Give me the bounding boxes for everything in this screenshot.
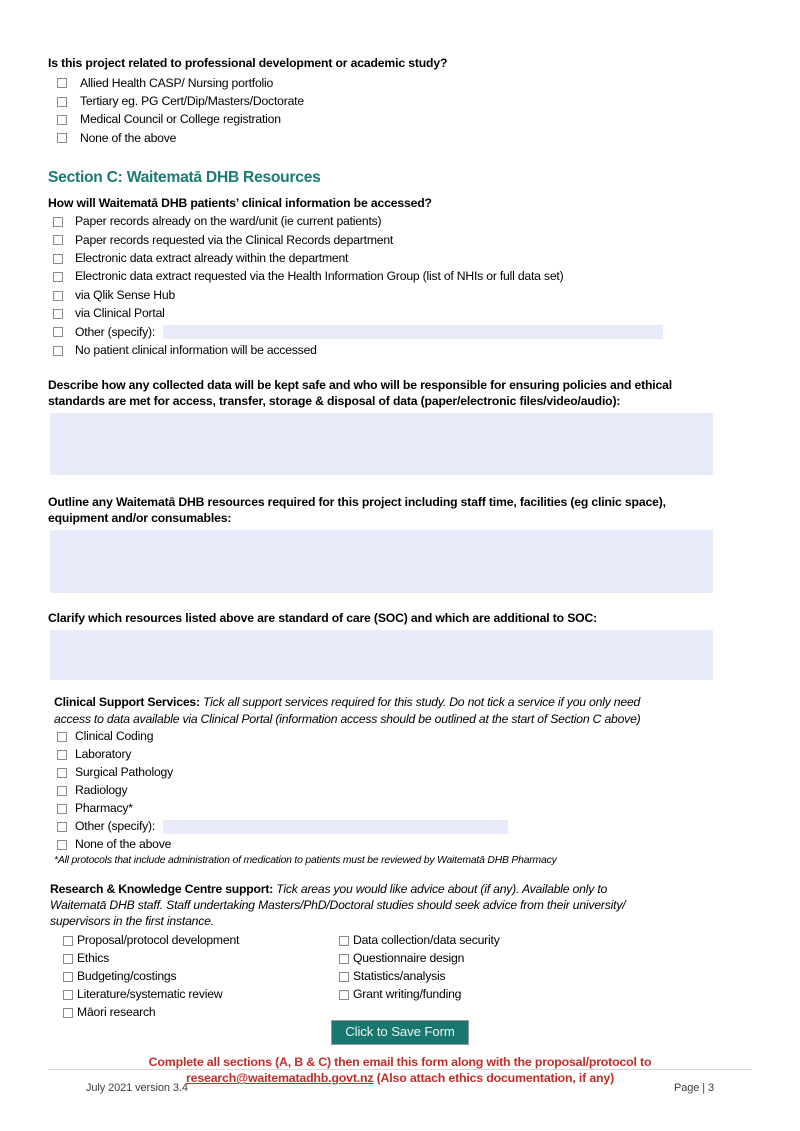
checkbox-row[interactable] (48, 764, 752, 782)
checkbox-row[interactable] (48, 341, 752, 359)
checkbox-label: Electronic data extract requested via the Health Information Group (list of NHIs or full data set) (75, 269, 564, 284)
checkbox-row[interactable] (57, 932, 239, 950)
access-options (48, 213, 752, 360)
checkbox-row[interactable] (48, 305, 752, 323)
clinical-support-lead: Clinical Support Services: (54, 695, 200, 710)
resources-textarea[interactable] (50, 530, 713, 593)
checkbox-label: Budgeting/costings (77, 968, 177, 983)
checkbox-label: via Clinical Portal (75, 306, 165, 321)
checkbox-row[interactable] (333, 932, 500, 950)
rkc-options (48, 932, 752, 1024)
checkbox-icon[interactable] (53, 272, 63, 282)
checkbox-label: Ethics (77, 950, 109, 965)
soc-textarea[interactable] (50, 630, 713, 680)
submission-notice-tail: (Also attach ethics documentation, if any) (373, 1071, 614, 1086)
checkbox-row[interactable] (48, 268, 752, 286)
checkbox-label: Other (specify): (75, 819, 156, 834)
checkbox-icon[interactable] (53, 217, 63, 227)
section-c-heading: Section C: Waitematā DHB Resources (48, 168, 321, 186)
checkbox-label: Radiology (75, 783, 128, 798)
checkbox-icon[interactable] (63, 972, 73, 982)
checkbox-row[interactable] (48, 836, 752, 854)
checkbox-label: Questionnaire design (353, 950, 465, 965)
clinical-support-other-input[interactable] (163, 820, 508, 834)
checkbox-icon[interactable] (57, 732, 67, 742)
clinical-support-note (54, 694, 730, 710)
checkbox-icon[interactable] (339, 972, 349, 982)
checkbox-icon[interactable] (57, 97, 67, 107)
checkbox-icon[interactable] (57, 786, 67, 796)
checkbox-label: Paper records requested via the Clinical Records department (75, 232, 394, 247)
checkbox-icon[interactable] (57, 115, 67, 125)
checkbox-icon[interactable] (57, 804, 67, 814)
clinical-support-note-line1: Tick all support services required for this study. Do not tick a service if you only need (199, 695, 641, 710)
clinical-support-note-line2: access to data available via Clinical Portal (information access should be outlined at the start of Section C above) (54, 711, 641, 726)
checkbox-label: No patient clinical information will be accessed (75, 342, 317, 357)
checkbox-row[interactable] (57, 1004, 239, 1022)
research-email-link[interactable]: research@waitematadhb.govt.nz (186, 1071, 374, 1086)
prof-dev-options (48, 74, 752, 148)
checkbox-label: via Qlik Sense Hub (75, 287, 176, 302)
checkbox-icon[interactable] (57, 750, 67, 760)
footer-version: July 2021 version 3.4 (86, 1082, 188, 1094)
checkbox-icon[interactable] (53, 254, 63, 264)
checkbox-row[interactable] (48, 800, 752, 818)
checkbox-row[interactable] (57, 986, 239, 1004)
checkbox-row[interactable] (48, 728, 752, 746)
checkbox-label: Pharmacy* (75, 801, 133, 816)
checkbox-row[interactable] (48, 782, 752, 800)
checkbox-label: Proposal/protocol development (77, 932, 240, 947)
data-safety-prompt-line2: standards are met for access, transfer, storage & disposal of data (paper/electronic files/video/audio): (48, 393, 621, 408)
checkbox-icon[interactable] (57, 822, 67, 832)
rkc-note-line2: Waitematā DHB staff. Staff undertaking Masters/PhD/Doctoral studies should seek advice from their university/ (50, 897, 626, 912)
checkbox-label: Data collection/data security (353, 932, 500, 947)
checkbox-icon[interactable] (339, 954, 349, 964)
data-safety-prompt-line1: Describe how any collected data will be kept safe and who will be responsible for ensuring policies and ethical (48, 377, 673, 392)
checkbox-row[interactable] (48, 74, 752, 92)
checkbox-row-other[interactable] (48, 323, 752, 341)
checkbox-row-other[interactable] (48, 818, 752, 836)
rkc-right-column (333, 932, 500, 1004)
checkbox-icon[interactable] (63, 990, 73, 1000)
checkbox-label: None of the above (80, 130, 177, 145)
checkbox-icon[interactable] (339, 936, 349, 946)
checkbox-icon[interactable] (57, 768, 67, 778)
checkbox-row[interactable] (333, 986, 500, 1004)
checkbox-icon[interactable] (63, 936, 73, 946)
checkbox-label: Literature/systematic review (77, 986, 223, 1001)
checkbox-icon[interactable] (53, 346, 63, 356)
clinical-support-options (48, 728, 752, 854)
checkbox-row[interactable] (57, 968, 239, 986)
checkbox-row[interactable] (48, 746, 752, 764)
checkbox-label: Grant writing/funding (353, 986, 462, 1001)
footer-page-number: Page | 3 (674, 1082, 714, 1094)
checkbox-row[interactable] (48, 286, 752, 304)
checkbox-icon[interactable] (53, 327, 63, 337)
checkbox-icon[interactable] (63, 1008, 73, 1018)
resources-prompt-line2: equipment and/or consumables: (48, 511, 232, 526)
page-footer (86, 1082, 714, 1094)
checkbox-icon[interactable] (53, 235, 63, 245)
pharmacy-footnote: *All protocols that include administration of medication to patients must be reviewed by Waitematā DHB Pharmacy (54, 855, 557, 867)
checkbox-row[interactable] (333, 950, 500, 968)
checkbox-label: Māori research (77, 1004, 156, 1019)
checkbox-row[interactable] (333, 968, 500, 986)
access-question: How will Waitematā DHB patients’ clinical information be accessed? (48, 195, 432, 210)
checkbox-label: Medical Council or College registration (80, 112, 281, 127)
rkc-lead: Research & Knowledge Centre support: (50, 881, 274, 896)
checkbox-row[interactable] (48, 231, 752, 249)
checkbox-icon[interactable] (63, 954, 73, 964)
checkbox-icon[interactable] (57, 78, 67, 88)
checkbox-icon[interactable] (339, 990, 349, 1000)
rkc-note (50, 881, 730, 897)
footer-divider (48, 1069, 752, 1070)
checkbox-icon[interactable] (57, 133, 67, 143)
checkbox-label: Tertiary eg. PG Cert/Dip/Masters/Doctorate (80, 93, 304, 108)
checkbox-icon[interactable] (57, 840, 67, 850)
checkbox-row[interactable] (57, 950, 239, 968)
checkbox-row[interactable] (48, 213, 752, 231)
checkbox-label: Paper records already on the ward/unit (ie current patients) (75, 214, 382, 229)
checkbox-row[interactable] (48, 92, 752, 110)
checkbox-label: None of the above (75, 837, 172, 852)
checkbox-label: Allied Health CASP/ Nursing portfolio (80, 75, 274, 90)
soc-prompt: Clarify which resources listed above are standard of care (SOC) and which are additional to SOC: (48, 611, 598, 626)
access-other-input[interactable] (163, 325, 663, 339)
rkc-left-column (57, 932, 239, 1022)
data-safety-textarea[interactable] (50, 413, 713, 475)
rkc-note-line1: Tick areas you would like advice about (if any). Available only to (273, 881, 608, 896)
checkbox-row[interactable] (48, 111, 752, 129)
submission-notice-line1: Complete all sections (A, B & C) then email this form along with the proposal/protocol to (148, 1055, 652, 1070)
prof-dev-question: Is this project related to professional development or academic study? (48, 56, 448, 70)
checkbox-label: Laboratory (75, 747, 132, 762)
checkbox-row[interactable] (48, 250, 752, 268)
rkc-note-line3: supervisors in the first instance. (50, 914, 214, 929)
checkbox-label: Clinical Coding (75, 729, 154, 744)
checkbox-icon[interactable] (53, 291, 63, 301)
checkbox-label: Electronic data extract already within the department (75, 251, 349, 266)
checkbox-label: Statistics/analysis (353, 968, 446, 983)
resources-prompt-line1: Outline any Waitematā DHB resources required for this project including staff time, facilities (eg clinic space), (48, 495, 666, 510)
checkbox-icon[interactable] (53, 309, 63, 319)
save-form-button[interactable]: Click to Save Form (331, 1020, 469, 1046)
checkbox-row[interactable] (48, 129, 752, 147)
checkbox-label: Other (specify): (75, 324, 156, 339)
checkbox-label: Surgical Pathology (75, 765, 174, 780)
